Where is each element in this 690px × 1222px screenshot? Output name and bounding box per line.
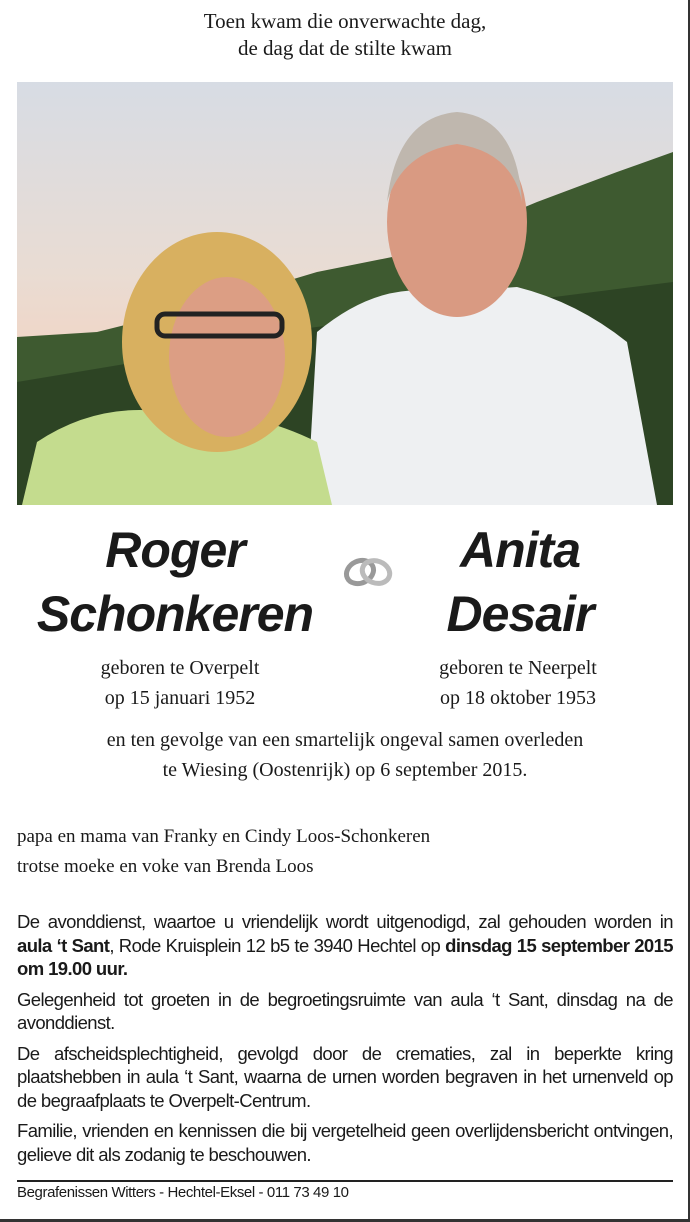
person1-birthplace: geboren te Overpelt	[100, 657, 260, 679]
motto-line-1: Toen kwam die onverwachte dag,	[203, 9, 487, 33]
text: De avonddienst, waartoe u vriendelijk wordt uitgenodigd, zal gehouden worden in	[17, 911, 673, 932]
person2-birthplace: geboren te Neerpelt	[439, 657, 597, 679]
service-paragraph-3: De afscheidsplechtigheid, gevolgd door de crematies, zal in beperkte kring plaatshebben in aula ‘t Sant, waarna de urnen worden begraven in het urnenveld op de begraafplaats te Overpelt-Centrum.	[17, 1042, 673, 1111]
person2-last-name: Desair	[446, 586, 594, 642]
death-line-2: te Wiesing (Oostenrijk) op 6 september 2015.	[162, 759, 528, 781]
person1-birthdate: op 15 januari 1952	[104, 687, 256, 709]
motto	[0, 8, 690, 62]
family-notice	[17, 822, 430, 882]
family-line-1: papa en mama van Franky en Cindy Loos-Schonkeren	[17, 826, 431, 847]
person1-first-name: Roger	[105, 522, 245, 578]
divider	[17, 1180, 673, 1182]
service-paragraph-1	[17, 910, 673, 981]
person1-last-name: Schonkeren	[36, 586, 314, 642]
death-notice	[0, 725, 690, 785]
venue: aula ‘t Sant	[17, 934, 110, 956]
text: , Rode Kruisplein 12 b5 te 3940 Hechtel op	[109, 934, 446, 956]
person1-birth	[60, 653, 300, 713]
couple-photo	[17, 82, 673, 505]
person2-birth	[398, 653, 638, 713]
motto-line-2: de dag dat de stilte kwam	[237, 36, 453, 60]
service-paragraph-2: Gelegenheid tot groeten in de begroetingsruimte van aula ‘t Sant, dinsdag na de avonddienst.	[17, 988, 673, 1033]
wedding-rings-icon	[338, 548, 400, 592]
service-paragraph-4: Familie, vrienden en kennissen die bij vergetelheid geen overlijdensbericht ontvingen, gelieve dit als zodanig te beschouwen.	[17, 1120, 673, 1165]
person2-birthdate: op 18 oktober 1953	[439, 687, 597, 709]
service-datetime: dinsdag 15 september 2015 om 19.00 uur.	[17, 934, 673, 979]
service-details	[17, 910, 673, 1173]
funeral-home-footer: Begrafenissen Witters - Hechtel-Eksel - 011 73 49 10	[17, 1184, 349, 1201]
person1-name	[10, 518, 340, 646]
family-line-2: trotse moeke en voke van Brenda Loos	[17, 856, 314, 877]
person2-name	[380, 518, 660, 646]
death-line-1: en ten gevolge van een smartelijk ongeval samen overleden	[106, 729, 584, 751]
person2-first-name: Anita	[460, 522, 580, 578]
